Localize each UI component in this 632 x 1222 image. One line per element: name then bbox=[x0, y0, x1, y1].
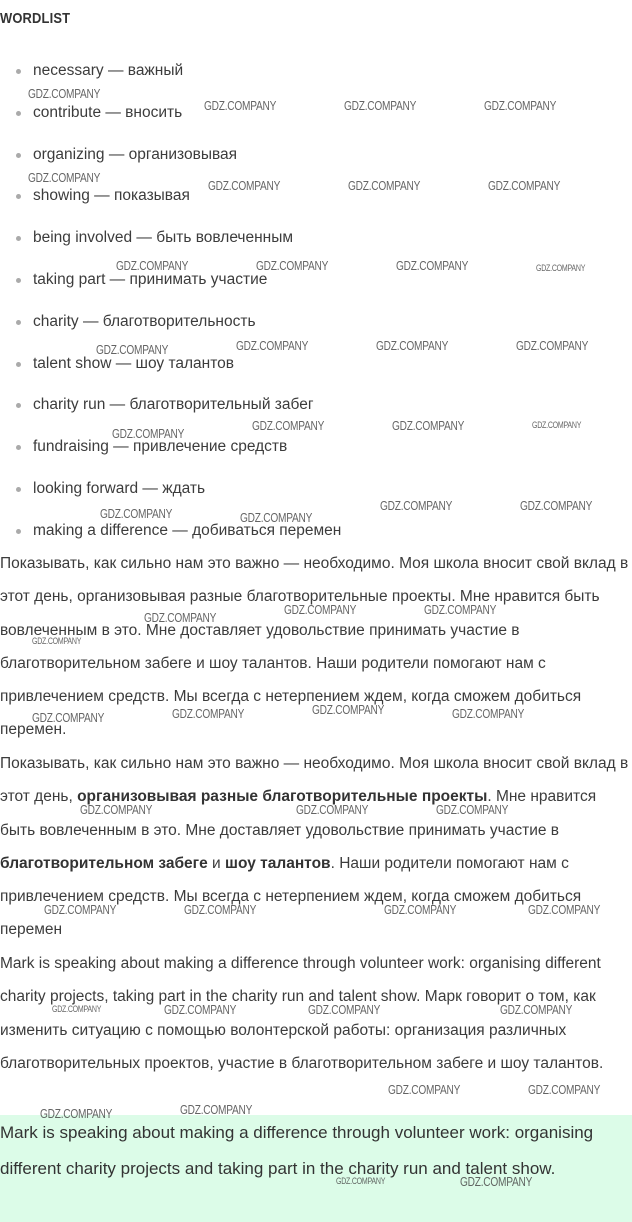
bold-phrase: шоу талантов bbox=[225, 854, 331, 872]
watermark: GDZ.COMPANY bbox=[208, 178, 281, 193]
bold-phrase: организовывая разные благотворительные проекты bbox=[77, 788, 488, 806]
watermark: GDZ.COMPANY bbox=[144, 610, 217, 625]
list-item bbox=[0, 436, 632, 478]
watermark: GDZ.COMPANY bbox=[424, 602, 497, 617]
paragraph-text: и bbox=[207, 854, 226, 872]
watermark: GDZ.COMPANY bbox=[396, 258, 469, 273]
watermark: GDZ.COMPANY bbox=[164, 1002, 237, 1017]
bullet-icon bbox=[16, 278, 21, 283]
paragraph-text: Показывать, как сильно нам это важно — необходимо. Моя школа вносит свой вклад в этот день, bbox=[0, 755, 629, 806]
watermark: GDZ.COMPANY bbox=[392, 418, 465, 433]
list-item-text: taking part — принимать участие bbox=[33, 270, 268, 288]
watermark: GDZ.COMPANY bbox=[460, 1174, 533, 1189]
paragraph-text: . Мне нравится быть вовлеченным в это. Мне доставляет удовольствие принимать участие в bbox=[0, 788, 597, 839]
watermark: GDZ.COMPANY bbox=[308, 1002, 381, 1017]
list-item-text: necessary — важный bbox=[33, 62, 184, 79]
list-item-text: showing — показывая bbox=[33, 187, 190, 205]
list-item-text: fundraising — привлечение средств bbox=[33, 438, 288, 456]
watermark: GDZ.COMPANY bbox=[240, 510, 313, 525]
watermark: GDZ.COMPANY bbox=[520, 498, 593, 513]
watermark: GDZ.COMPANY bbox=[52, 1004, 102, 1014]
watermark: GDZ.COMPANY bbox=[348, 178, 421, 193]
watermark: GDZ.COMPANY bbox=[532, 420, 582, 430]
watermark: GDZ.COMPANY bbox=[484, 98, 557, 113]
wordlist bbox=[0, 60, 632, 562]
bullet-icon bbox=[16, 111, 21, 116]
watermark: GDZ.COMPANY bbox=[528, 902, 601, 917]
watermark: GDZ.COMPANY bbox=[32, 710, 105, 725]
watermark: GDZ.COMPANY bbox=[528, 1082, 601, 1097]
list-item-text: organizing — организовывая bbox=[33, 145, 238, 163]
watermark: GDZ.COMPANY bbox=[312, 702, 385, 717]
bullet-icon bbox=[16, 403, 21, 408]
list-item-text: charity run — благотворительный забег bbox=[33, 396, 314, 414]
watermark: GDZ.COMPANY bbox=[388, 1082, 461, 1097]
watermark: GDZ.COMPANY bbox=[344, 98, 417, 113]
list-item-text: looking forward — ждать bbox=[33, 479, 206, 497]
list-item bbox=[0, 269, 632, 311]
watermark: GDZ.COMPANY bbox=[184, 902, 257, 917]
watermark: GDZ.COMPANY bbox=[256, 258, 329, 273]
list-item-text: making a difference — добиваться перемен bbox=[33, 521, 342, 539]
answer-box bbox=[0, 1115, 632, 1222]
bullet-icon bbox=[16, 487, 21, 492]
watermark: GDZ.COMPANY bbox=[380, 498, 453, 513]
watermark: GDZ.COMPANY bbox=[452, 706, 525, 721]
watermark: GDZ.COMPANY bbox=[252, 418, 325, 433]
bullet-icon bbox=[16, 362, 21, 367]
answer-text: Mark is speaking about making a difference through volunteer work: organising different charity projects and taking part in the charity run and talent show. bbox=[0, 1123, 594, 1178]
watermark: GDZ.COMPANY bbox=[44, 902, 117, 917]
list-item-text: talent show — шоу талантов bbox=[33, 354, 235, 372]
bold-phrase: благотворительном забеге bbox=[0, 854, 208, 872]
wordlist-heading: WORDLIST bbox=[0, 10, 71, 27]
bullet-icon bbox=[16, 194, 21, 199]
watermark: GDZ.COMPANY bbox=[500, 1002, 573, 1017]
watermark: GDZ.COMPANY bbox=[336, 1176, 386, 1186]
watermark: GDZ.COMPANY bbox=[384, 902, 457, 917]
watermark: GDZ.COMPANY bbox=[28, 86, 101, 101]
watermark: GDZ.COMPANY bbox=[436, 802, 509, 817]
bullet-icon bbox=[16, 529, 21, 534]
watermark: GDZ.COMPANY bbox=[80, 802, 153, 817]
list-item-text: being involved — быть вовлеченным bbox=[33, 229, 294, 247]
watermark: GDZ.COMPANY bbox=[32, 636, 82, 646]
watermark: GDZ.COMPANY bbox=[180, 1102, 253, 1117]
watermark: GDZ.COMPANY bbox=[284, 602, 357, 617]
watermark: GDZ.COMPANY bbox=[488, 178, 561, 193]
watermark: GDZ.COMPANY bbox=[28, 170, 101, 185]
bullet-icon bbox=[16, 69, 21, 74]
bullet-icon bbox=[16, 320, 21, 325]
watermark: GDZ.COMPANY bbox=[172, 706, 245, 721]
watermark: GDZ.COMPANY bbox=[204, 98, 277, 113]
watermark: GDZ.COMPANY bbox=[40, 1106, 113, 1121]
list-item-text: contribute — вносить bbox=[33, 103, 183, 121]
bullet-icon bbox=[16, 236, 21, 241]
watermark: GDZ.COMPANY bbox=[236, 338, 309, 353]
watermark: GDZ.COMPANY bbox=[112, 426, 185, 441]
watermark: GDZ.COMPANY bbox=[536, 263, 586, 273]
bullet-icon bbox=[16, 445, 21, 450]
bullet-icon bbox=[16, 153, 21, 158]
watermark: GDZ.COMPANY bbox=[116, 258, 189, 273]
watermark: GDZ.COMPANY bbox=[100, 506, 173, 521]
watermark: GDZ.COMPANY bbox=[296, 802, 369, 817]
paragraph-text: . Наши родители помогают нам с привлечением средств. Мы всегда с нетерпением ждем, когда сможем добиться перемен bbox=[0, 854, 582, 939]
watermark: GDZ.COMPANY bbox=[376, 338, 449, 353]
watermark: GDZ.COMPANY bbox=[96, 342, 169, 357]
list-item-text: charity — благотворительность bbox=[33, 312, 256, 330]
list-item bbox=[0, 353, 632, 395]
watermark: GDZ.COMPANY bbox=[516, 338, 589, 353]
translation-paragraph: Показывать, как сильно нам это важно — необходимо. Моя школа вносит свой вклад в этот день, организовывая разные благотворительные проекты. Мне нравится быть вовлеченным в это. Мне доставляет удовольствие принимать участие в благотворительном забеге и шоу талантов. Наши родители помогают нам с привлечением средств. Мы всегда с нетерпением ждем, когда сможем добиться перемен. bbox=[0, 555, 629, 739]
explanation-paragraph: Mark is speaking about making a difference through volunteer work: organising different charity projects, taking part in the charity run and talent show. Марк говорит о том, как изменить ситуацию с помощью волонтерской работы: организация различных благотворительных проектов, участие в благотворительном забеге и шоу талантов. bbox=[0, 955, 604, 1072]
